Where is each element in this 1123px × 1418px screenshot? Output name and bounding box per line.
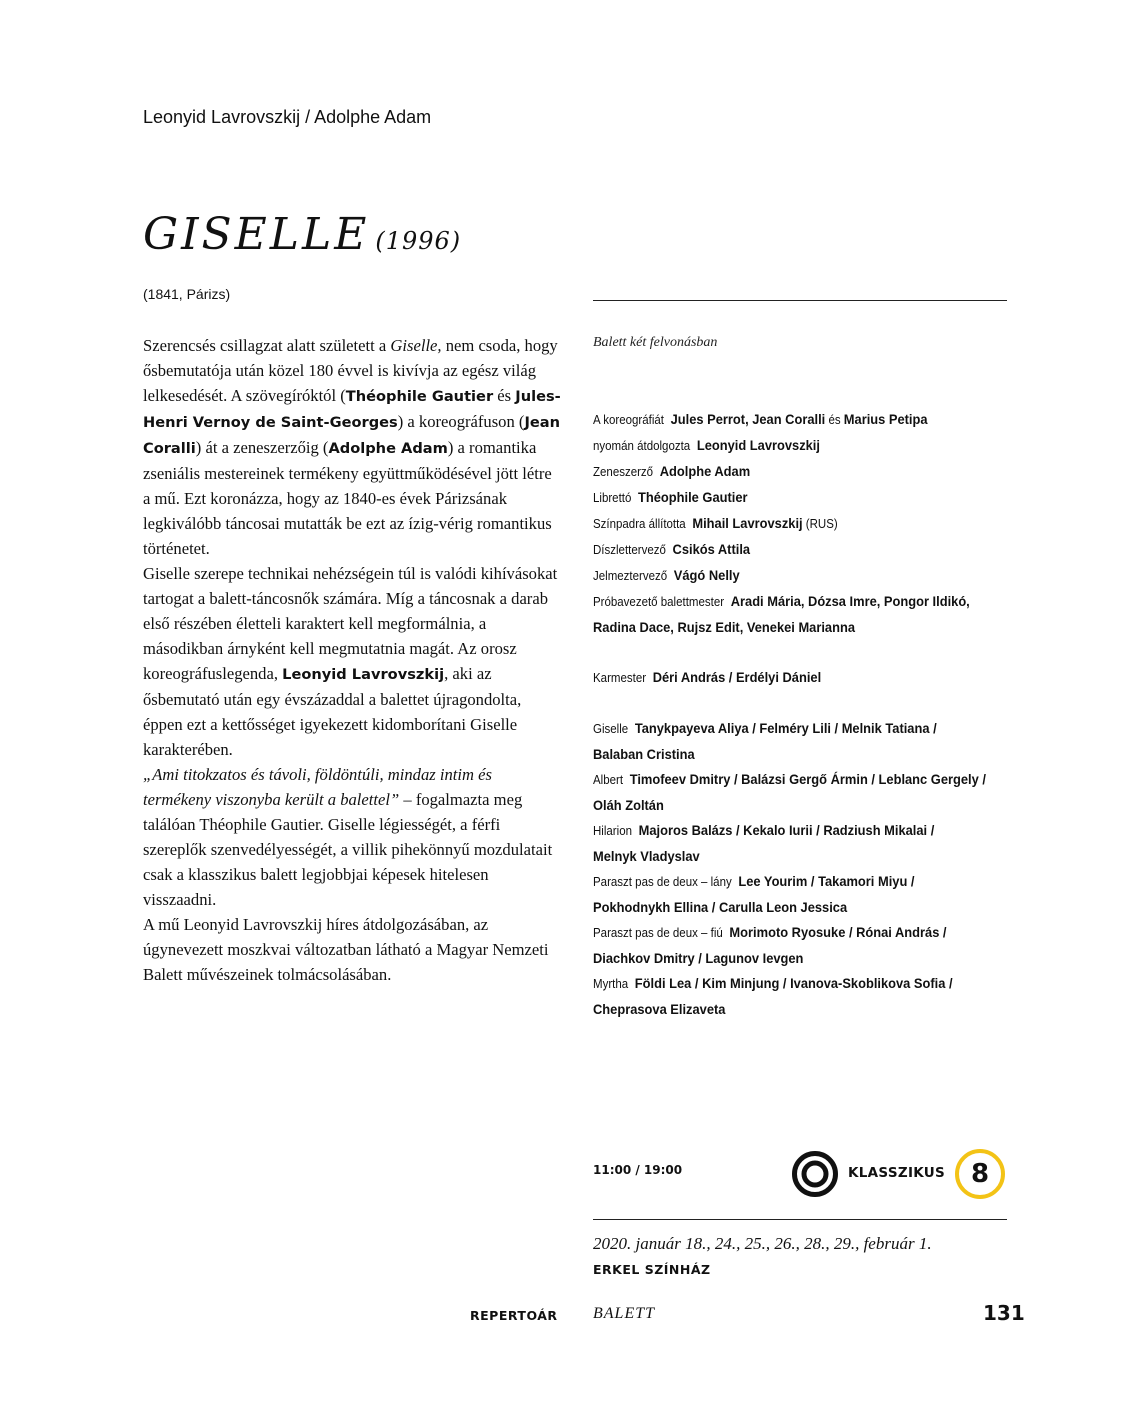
credit-composer [593, 459, 979, 485]
credit-choreography [593, 407, 979, 433]
credit-name: Balaban Cristina [593, 746, 695, 762]
role-label: Paraszt pas de deux – lány [593, 875, 732, 889]
role-label: Karmester [593, 671, 647, 685]
credit-name: Aradi Mária, Dózsa Imre, Pongor Ildikó, [730, 593, 970, 609]
description [143, 333, 563, 987]
credit-conductor [593, 665, 979, 691]
credit-libretto [593, 485, 979, 511]
credit-name: Pokhodnykh Ellina / Carulla Leon Jessica [593, 899, 848, 915]
text: – fogalmazta meg találóan Théophile Gautier. Giselle légiességét, a férfi szereplők szenvedélyességét, a villik pihekönnyű mozdulatait csak a klasszikus balett legjobbjai képesek hitelesen visszaadni. [143, 790, 553, 909]
role-label: Zeneszerző [593, 465, 654, 479]
credit-name: Majoros Balázs / Kekalo Iurii / Radziush Mikalai / [638, 822, 935, 838]
credit-name: Marius Petipa [843, 411, 928, 427]
credit-name: Morimoto Ryosuke / Rónai András / [729, 924, 947, 940]
page-number: 131 [983, 1301, 1025, 1325]
credit-name: Mihail Lavrovszkij [692, 515, 803, 531]
cast-pdd-girl [593, 869, 979, 895]
cast-giselle-cont [593, 742, 979, 767]
text: Szerencsés csillagzat alatt született a [143, 336, 391, 355]
page-title [143, 205, 461, 271]
credit-name: Vágó Nelly [673, 567, 740, 583]
role-label: Giselle [593, 722, 629, 736]
cast-myrtha-cont [593, 997, 979, 1022]
credit-name: Csikós Attila [672, 541, 751, 557]
role-label: Jelmeztervező [593, 569, 668, 583]
credit-name: Timofeev Dmitry / Balázsi Gergő Ármin / Leblanc Gergely / [629, 771, 986, 787]
credit-name: Radina Dace, Rujsz Edit, Venekei Marianna [593, 619, 855, 635]
footer-section: REPERTOÁR [470, 1308, 558, 1323]
credit-name: Földi Lea / Kim Minjung / Ivanova-Skoblikova Sofia / [634, 975, 953, 991]
credit-name: Déri András / Erdélyi Dániel [652, 669, 822, 685]
cast-albert-cont [593, 793, 979, 818]
performance-dates: 2020. január 18., 24., 25., 26., 28., 29., február 1. [593, 1234, 932, 1253]
show-times: 11:00 / 19:00 [593, 1163, 683, 1177]
genre: Balett két felvonásban [593, 335, 718, 350]
credit-name: Adolphe Adam [659, 463, 751, 479]
text: és [825, 413, 844, 427]
divider-top [593, 300, 1007, 301]
cast-myrtha [593, 971, 979, 997]
credit-name: Lee Yourim / Takamori Miyu / [738, 873, 915, 889]
credit-staging [593, 511, 979, 537]
credit-name: Tanykpayeva Aliya / Felméry Lili / Melnik Tatiana / [634, 720, 937, 736]
credit-name: Jules Perrot, Jean Coralli [670, 411, 826, 427]
paragraph-3 [143, 762, 563, 912]
credit-name: Melnyk Vladyslav [593, 848, 700, 864]
paragraph-4 [143, 912, 563, 987]
text: Giselle szerepe technikai nehézségein túl is valódi kihívásokat tartogat a balett-táncosnők számára. Míg a táncosnak a darab első részében életteli karaktert kell megformálnia, a másodikban árnyként kell megmutatnia magát. Az orosz koreográfuslegenda, [143, 564, 558, 683]
cast-albert [593, 767, 986, 793]
credits [593, 407, 986, 1022]
cast-pdd-girl-cont [593, 895, 979, 920]
series-number-badge: 8 [955, 1149, 1005, 1199]
credit-set-design [593, 537, 979, 563]
name-lavrovszkij: Leonyid Lavrovszkij [282, 666, 445, 683]
text: és [493, 386, 516, 405]
name-coralli: Jean Coralli [143, 414, 561, 457]
credit-name: Leonyid Lavrovszkij [696, 437, 820, 453]
spacer [593, 691, 979, 716]
paragraph-2 [143, 561, 563, 762]
credit-rework [593, 433, 979, 459]
text: ) a koreográfuson ( [397, 412, 525, 431]
venue: ERKEL SZÍNHÁZ [593, 1262, 711, 1277]
cast-giselle [593, 716, 979, 742]
credit-costume [593, 563, 979, 589]
cast-pdd-boy-cont [593, 946, 979, 971]
role-label: Színpadra állította [593, 517, 686, 531]
role-label: Paraszt pas de deux – fiú [593, 926, 723, 940]
authors: Leonyid Lavrovszkij / Adolphe Adam [143, 107, 432, 127]
text: ) a romantika zseniális mestereinek termékeny együttműködésével jött létre a mű. Ezt koronázza, hogy az 1840-es évek Párizsának legkiválóbb táncosai mutatták be ezt az ízig-vérig romantikus történetet. [143, 438, 552, 558]
role-label: Albert [593, 773, 624, 787]
work-title: Giselle, [390, 336, 442, 355]
credit-name: Oláh Zoltán [593, 797, 664, 813]
quote: „Ami titokzatos és távoli, földöntúli, mindaz intim és termékeny viszonyba került a balettel” [143, 765, 492, 809]
title-year: (1996) [375, 227, 462, 255]
premiere-info: (1841, Párizs) [143, 286, 231, 302]
role-label: Librettó [593, 491, 632, 505]
name-gautier: Théophile Gautier [345, 388, 494, 405]
cast-hilarion [593, 818, 979, 844]
role-label: nyomán átdolgozta [593, 439, 691, 453]
spacer [593, 640, 979, 665]
series-label: KLASSZIKUS [848, 1165, 946, 1181]
role-label: Myrtha [593, 977, 629, 991]
text: ) át a zeneszerzőig ( [195, 438, 329, 457]
cast-hilarion-cont [593, 844, 979, 869]
text: nem csoda, hogy ősbemutatója után közel 180 évvel is kivívja az egész világ lelkesedését. A szövegíróktól ( [143, 336, 558, 405]
paragraph-1 [143, 333, 563, 561]
credit-name: Cheprasova Elizaveta [593, 1001, 726, 1017]
target-icon [791, 1150, 839, 1198]
role-label: Díszlettervező [593, 543, 666, 557]
divider-bottom [593, 1219, 1007, 1220]
text: (RUS) [802, 517, 838, 531]
credit-rehearsal [593, 589, 979, 615]
credit-name: Diachkov Dmitry / Lagunov Ievgen [593, 950, 804, 966]
credit-name: Théophile Gautier [638, 489, 748, 505]
role-label: Hilarion [593, 824, 632, 838]
text: , aki az ősbemutató után egy évszázaddal a balettet újragondolta, éppen ezt a kettősséget igyekezett kidomborítani Giselle karakterében. [143, 664, 522, 759]
name-vernoy: Jules-Henri Vernoy de Saint-Georges [143, 388, 561, 431]
text: A mű Leonyid Lavrovszkij híres átdolgozásában, az úgynevezett moszkvai változatban látható a Magyar Nemzeti Balett művészeinek tolmácsolásában. [143, 915, 549, 984]
footer-subsection: BALETT [593, 1305, 656, 1322]
title-text: GISELLE [143, 209, 370, 260]
role-label: Próbavezető balettmester [593, 595, 725, 609]
credit-rehearsal-cont [593, 615, 979, 640]
cast-pdd-boy [593, 920, 979, 946]
name-adam: Adolphe Adam [328, 440, 448, 457]
role-label: A koreográfiát [593, 413, 664, 427]
